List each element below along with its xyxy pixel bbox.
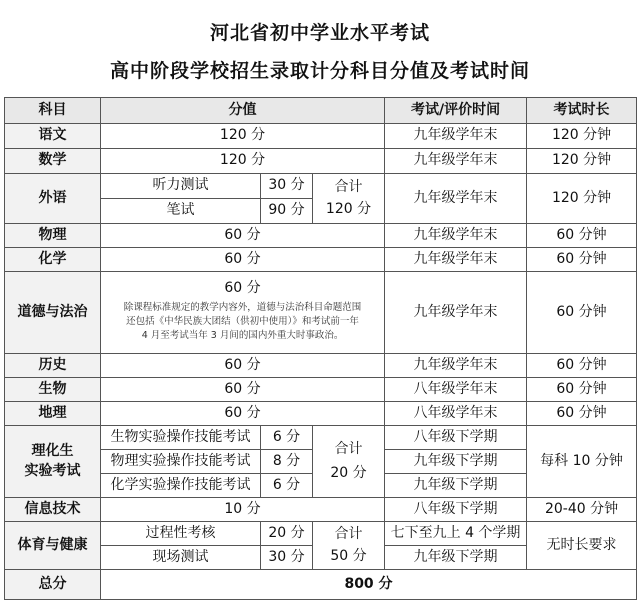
time-cell: 九年级学年末 (385, 354, 527, 378)
time-cell: 八年级学年末 (385, 402, 527, 426)
sub-item-score: 20 分 (261, 522, 313, 546)
time-cell: 七下至九上 4 个学期 (385, 522, 527, 546)
sub-item-label: 生物实验操作技能考试 (101, 426, 261, 450)
total-label: 合计 (334, 179, 363, 196)
lab-subject-line: 理化生 (31, 443, 74, 460)
table-row (5, 426, 637, 450)
subject-chinese: 语文 (5, 124, 101, 149)
subject-lab (5, 426, 101, 498)
time-cell: 九年级学年末 (385, 174, 527, 224)
table-row (5, 498, 637, 522)
time-cell: 九年级学年末 (385, 124, 527, 149)
table-row (5, 354, 637, 378)
subject-total: 总分 (5, 570, 101, 600)
score-cell (101, 272, 385, 354)
duration-cell: 无时长要求 (527, 522, 637, 570)
subject-geography: 地理 (5, 402, 101, 426)
subject-foreign: 外语 (5, 174, 101, 224)
table-row (5, 224, 637, 248)
page-subtitle: 高中阶段学校招生录取计分科目分值及考试时间 (109, 60, 530, 82)
time-cell: 九年级学年末 (385, 248, 527, 272)
subject-it: 信息技术 (5, 498, 101, 522)
sub-item-score: 6 分 (261, 474, 313, 498)
sub-item-score: 30 分 (261, 174, 313, 199)
table-row (5, 248, 637, 272)
time-cell: 八年级下学期 (385, 498, 527, 522)
total-cell (313, 522, 385, 570)
score-cell: 120 分 (101, 124, 385, 149)
total-score: 50 分 (330, 547, 367, 564)
total-label: 合计 (334, 526, 363, 543)
note-line: 除课程标准规定的教学内容外，道德与法治科目命题范围 (123, 302, 362, 314)
lab-subject-line: 实验考试 (24, 462, 81, 479)
sub-item-label: 听力测试 (101, 174, 261, 199)
subject-math: 数学 (5, 149, 101, 174)
time-cell: 九年级下学期 (385, 474, 527, 498)
total-score-cell: 800 分 (101, 570, 637, 600)
sub-item-score: 90 分 (261, 199, 313, 224)
time-cell: 九年级学年末 (385, 224, 527, 248)
note-line: 还包括《中华民族大团结（供初中使用）》和考试前一年 (126, 315, 359, 327)
score-cell: 60 分 (101, 378, 385, 402)
table-row (5, 174, 637, 199)
header-subject: 科目 (5, 98, 101, 124)
duration-cell: 60 分钟 (527, 378, 637, 402)
morality-note (101, 299, 384, 344)
duration-cell: 120 分钟 (527, 149, 637, 174)
table-row (5, 124, 637, 149)
header-score: 分值 (101, 98, 385, 124)
time-cell: 九年级下学期 (385, 546, 527, 570)
total-label: 合计 (334, 441, 363, 458)
sub-item-label: 物理实验操作技能考试 (101, 450, 261, 474)
table-row (5, 272, 637, 354)
header-row (5, 98, 637, 124)
time-cell: 九年级学年末 (385, 149, 527, 174)
duration-cell: 60 分钟 (527, 248, 637, 272)
duration-cell: 120 分钟 (527, 124, 637, 149)
duration-cell: 60 分钟 (527, 402, 637, 426)
score-cell: 60 分 (101, 402, 385, 426)
subject-history: 历史 (5, 354, 101, 378)
score-cell: 60 分 (101, 224, 385, 248)
score-cell: 120 分 (101, 149, 385, 174)
sub-item-label: 化学实验操作技能考试 (101, 474, 261, 498)
duration-cell: 60 分钟 (527, 272, 637, 354)
total-cell (313, 174, 385, 224)
score-cell: 60 分 (101, 354, 385, 378)
table-row (5, 570, 637, 600)
time-cell: 八年级学年末 (385, 378, 527, 402)
page-title: 河北省初中学业水平考试 (209, 22, 430, 44)
time-cell: 八年级下学期 (385, 426, 527, 450)
table-row (5, 378, 637, 402)
score-cell: 60 分 (101, 248, 385, 272)
sub-item-label: 过程性考核 (101, 522, 261, 546)
duration-cell: 20-40 分钟 (527, 498, 637, 522)
time-cell: 九年级下学期 (385, 450, 527, 474)
sub-item-score: 6 分 (261, 426, 313, 450)
subject-physics: 物理 (5, 224, 101, 248)
duration-cell: 每科 10 分钟 (527, 426, 637, 498)
sub-item-score: 30 分 (261, 546, 313, 570)
subject-biology: 生物 (5, 378, 101, 402)
duration-cell: 60 分钟 (527, 354, 637, 378)
total-cell (313, 426, 385, 498)
score-table (4, 97, 637, 600)
total-score: 20 分 (330, 464, 367, 481)
time-cell: 九年级学年末 (385, 272, 527, 354)
sub-item-score: 8 分 (261, 450, 313, 474)
subject-pe: 体育与健康 (5, 522, 101, 570)
table-row (5, 402, 637, 426)
sub-item-label: 现场测试 (101, 546, 261, 570)
sub-item-label: 笔试 (101, 199, 261, 224)
table-row (5, 149, 637, 174)
duration-cell: 120 分钟 (527, 174, 637, 224)
score-cell: 10 分 (101, 498, 385, 522)
subject-chemistry: 化学 (5, 248, 101, 272)
table-row (5, 522, 637, 546)
morality-score: 60 分 (224, 279, 261, 296)
subject-morality: 道德与法治 (5, 272, 101, 354)
note-line: 4 月至考试当年 3 月间的国内外重大时事政治。 (141, 329, 344, 341)
header-exam-time: 考试/评价时间 (385, 98, 527, 124)
total-score: 120 分 (325, 200, 372, 217)
duration-cell: 60 分钟 (527, 224, 637, 248)
header-duration: 考试时长 (527, 98, 637, 124)
